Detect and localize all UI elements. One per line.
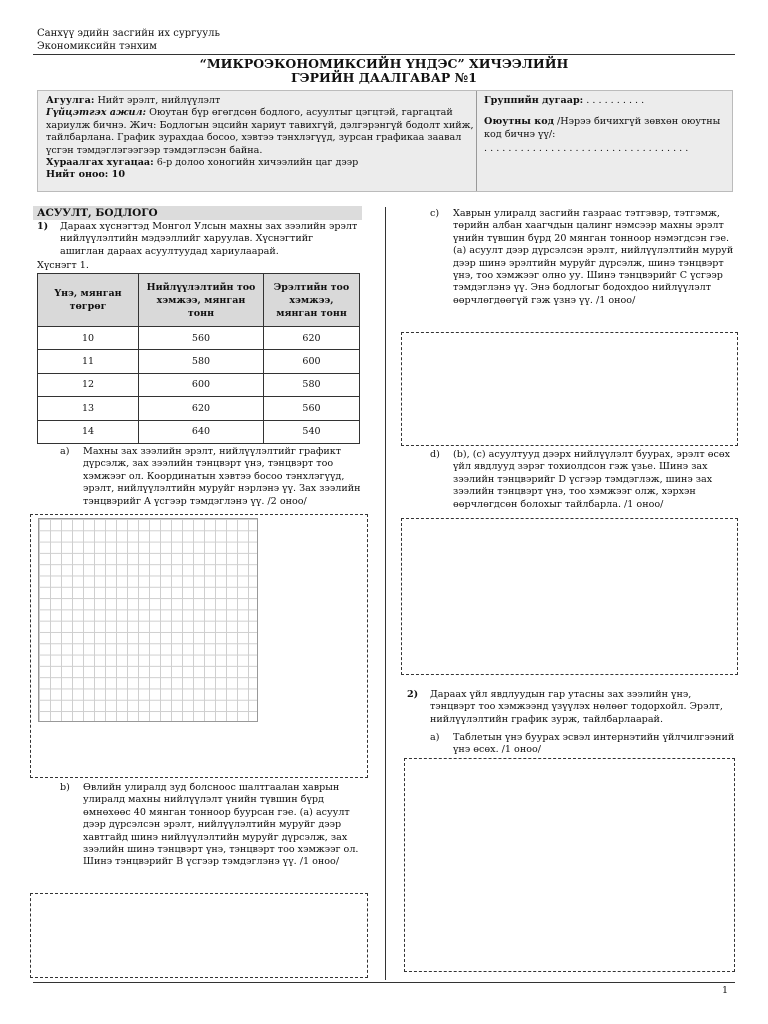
page-number: 1 bbox=[722, 985, 729, 996]
student-code-field[interactable]: . . . . . . . . . . . . . . . . . . . . . . . . . . . . . . . . . . bbox=[484, 143, 689, 155]
table-caption: Хүснэгт 1. bbox=[37, 260, 89, 271]
q1c-answer-box[interactable] bbox=[401, 332, 738, 446]
table-header-row bbox=[38, 274, 360, 327]
university-name: Санхүү эдийн засгийн их сургууль bbox=[37, 28, 220, 39]
cell-supply: 620 bbox=[139, 397, 264, 420]
student-code-note: /Нэрээ бичихгүй зөвхөн оюутны код бичнэ үү/: bbox=[484, 116, 721, 140]
content-value: Нийт эрэлт, нийлүүлэлт bbox=[94, 95, 221, 106]
deadline-label: Хураалгах хугацаа: bbox=[46, 157, 154, 169]
cell-demand: 600 bbox=[264, 350, 360, 373]
group-label: Группийн дугаар: bbox=[484, 95, 584, 106]
department-name: Экономиксийн тэнхим bbox=[37, 41, 157, 52]
header-divider bbox=[33, 54, 735, 55]
q1c-text: Хаврын улиралд засгийн газраас тэтгэвэр, тэтгэмж, төрийн албан хаагчдын цалинг нэмсээр махны эрэлт үнийн түвшин бүрд 20 мянган тонноор нэмэгдсэн гэе. (a) асуулт дээр дүрсэлсэн эрэлт, нийлүүлэлтийн муруй дээр шинэ эрэлтийн муруйг дүрсэлж, шинэ тэнцвэрт үнэ, тоо хэмжээг олно уу. Шинэ тэнцвэрийг C үсгээр тэмдэглэнэ үү. Энэ бодлогыг бодохдоо нийлүүлэлт өөрчлөгдөөгүй гэж үзнэ үү. /1 оноо/ bbox=[453, 208, 734, 306]
q1b-label: b) bbox=[60, 782, 70, 793]
q2-number: 2) bbox=[407, 689, 419, 700]
content-label: Агуулга: bbox=[46, 95, 95, 106]
graph-grid[interactable] bbox=[38, 518, 258, 722]
q1a-label: a) bbox=[60, 446, 70, 457]
cell-price: 10 bbox=[38, 327, 139, 350]
col-header-demand: Эрэлтийн тоо хэмжээ, мянган тонн bbox=[264, 274, 360, 327]
q1-text: Дараах хүснэгтэд Монгол Улсын махны зах зээлийн эрэлт нийлүүлэлтийн мэдээллийг харуулав. Хүснэгтийг ашиглан дараах асуултуудад хариулаарай. bbox=[60, 221, 358, 257]
deadline-value: 6-р долоо хоногийн хичээлийн цаг дээр bbox=[153, 157, 359, 169]
table-row bbox=[38, 397, 360, 420]
col-header-supply: Нийлүүлэлтийн тоо хэмжээ, мянган тонн bbox=[139, 274, 264, 327]
cell-demand: 620 bbox=[264, 327, 360, 350]
cell-demand: 580 bbox=[264, 373, 360, 396]
page-title: “МИКРОЭКОНОМИКСИЙН ҮНДЭС” ХИЧЭЭЛИЙН bbox=[199, 56, 569, 71]
page-subtitle: ГЭРИЙН ДААЛГАВАР №1 bbox=[291, 70, 477, 85]
student-fields bbox=[484, 95, 728, 156]
section-title: АСУУЛТ, БОДЛОГО bbox=[33, 206, 362, 220]
q2a-text: Таблетын үнэ буурах эсвэл интернэтийн үйлчилгээний үнэ өсөх. /1 оноо/ bbox=[453, 732, 735, 756]
cell-supply: 580 bbox=[139, 350, 264, 373]
data-table bbox=[37, 273, 360, 444]
assignment-info-box bbox=[37, 90, 733, 192]
table-row bbox=[38, 350, 360, 373]
cell-price: 11 bbox=[38, 350, 139, 373]
cell-demand: 560 bbox=[264, 397, 360, 420]
q1b-text: Өвлийн улиралд зуд болсноос шалтгаалан хаврын улиралд махны нийлүүлэлт үнийн түвшин бүрд өмнөхөөс 40 мянган тонноор буурсан гэе. (a) асуулт дээр дүрсэлсэн эрэлт, нийлүүлэлтийн муруйг дээр хавтгайд шинэ нийлүүлэлтийн муруйг дүрсэлж, зах зээлийн шинэ тэнцвэрт үнэ, тэнцвэрт тоо хэмжээг ол. Шинэ тэнцвэрийг B үсгээр тэмдэглэнэ үү. /1 оноо/ bbox=[83, 782, 359, 868]
table-row bbox=[38, 420, 360, 443]
column-divider bbox=[385, 207, 386, 980]
table-row bbox=[38, 327, 360, 350]
q1c-label: c) bbox=[430, 208, 440, 219]
q1d-text: (b), (c) асуултууд дээрх нийлүүлэлт буурах, эрэлт өсөх үйл явдлууд зэрэг тохиолдсон гэж үзье. Шинэ зах зээлийн тэнцвэрийг D үсгээр тэмдэглэж, шинэ зах зээлийн тэнцвэрт үнэ, тоо хэмжээг олж, хэрхэн өөрчлөгдсөн болохыг тайлбарла. /1 оноо/ bbox=[453, 449, 731, 510]
q1d-answer-box[interactable] bbox=[401, 518, 738, 675]
student-code-label: Оюутны код bbox=[484, 116, 554, 128]
table-row bbox=[38, 373, 360, 396]
cell-supply: 640 bbox=[139, 420, 264, 443]
info-divider bbox=[476, 91, 477, 191]
q2a-label: a) bbox=[430, 732, 440, 743]
q1b-answer-box[interactable] bbox=[30, 893, 368, 978]
score-value: 10 bbox=[108, 169, 126, 181]
cell-price: 14 bbox=[38, 420, 139, 443]
cell-supply: 560 bbox=[139, 327, 264, 350]
task-value: Оюутан бүр өгөгдсөн бодлого, асуултыг цэгцтэй, гаргацтай хариулж бичнэ. Жич: Бодлогын эцсийн хариут тавихгүй, дэлгэрэнгүй бодолт хийж, тайлбарлана. График зурахдаа босоо, хэвтээ тэнхлэгүүд, зурсан графикаа заавал үсгэн тэмдэглэгээгээр тэмдэглэсэн байна. bbox=[46, 107, 474, 156]
footer-divider bbox=[33, 982, 735, 983]
group-field[interactable]: . . . . . . . . . . bbox=[583, 95, 645, 106]
task-label: Гүйцэтгэх ажил: bbox=[46, 107, 147, 119]
cell-price: 13 bbox=[38, 397, 139, 420]
q1-number: 1) bbox=[37, 221, 49, 232]
q1a-text: Махны зах зээлийн эрэлт, нийлүүлэлтийг графикт дүрсэлж, зах зээлийн тэнцвэрт үнэ, тэнцвэрт тоо хэмжээг ол. Координатын хэвтээ босоо тэнхлэгүүд, эрэлт, нийлүүлэлтийн муруйг нэрлэнэ үү. Зах зээлийн тэнцвэрийг A үсгээр тэмдэглэнэ үү. /2 оноо/ bbox=[83, 446, 361, 507]
col-header-price: Үнэ, мянган төгрөг bbox=[38, 274, 139, 327]
q1d-label: d) bbox=[430, 449, 440, 460]
q2-text: Дараах үйл явдлуудын гар утасны зах зээлийн үнэ, тэнцвэрт тоо хэмжээнд үзүүлэх нөлөөг тодорхойл. Эрэлт, нийлүүлэлтийн график зурж, тайлбарлаарай. bbox=[430, 689, 723, 725]
cell-supply: 600 bbox=[139, 373, 264, 396]
cell-price: 12 bbox=[38, 373, 139, 396]
score-label: Нийт оноо: bbox=[46, 169, 109, 181]
q2a-answer-box[interactable] bbox=[404, 758, 735, 972]
cell-demand: 540 bbox=[264, 420, 360, 443]
assignment-details bbox=[46, 95, 474, 182]
